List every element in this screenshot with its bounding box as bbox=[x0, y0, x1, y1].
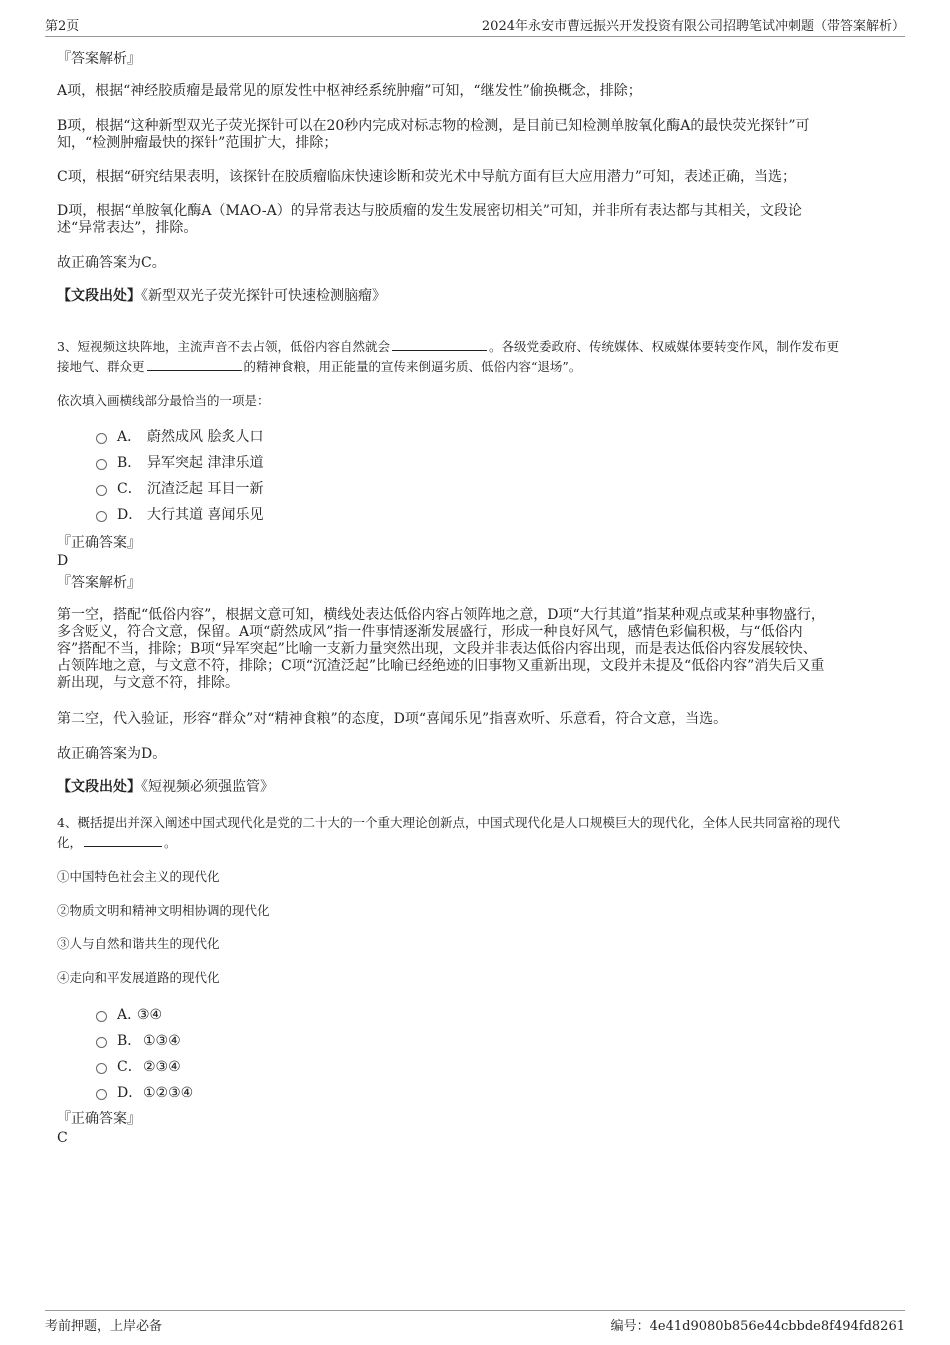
option-text: ③④ bbox=[137, 1007, 163, 1023]
q4-stem-text-1: 化， bbox=[57, 835, 83, 850]
option-letter: A． bbox=[117, 429, 142, 445]
option-letter: B． bbox=[117, 1033, 142, 1049]
radio-icon[interactable] bbox=[96, 1037, 107, 1048]
q4-stem-text-2: 。 bbox=[164, 835, 177, 850]
q4-answer: C bbox=[57, 1130, 68, 1146]
option-text: 大行其道 喜闻乐见 bbox=[147, 507, 264, 523]
q3-analysis-p2: 第二空，代入验证，形容“群众”对“精神食粮”的态度，D项“喜闻乐见”指喜欢听、乐意看，符合文意，当选。 bbox=[57, 711, 728, 727]
q3-stem-line1 bbox=[57, 337, 895, 357]
document-title: 2024年永安市曹远振兴开发投资有限公司招聘笔试冲刺题（带答案解析） bbox=[481, 19, 905, 34]
q3-conclusion: 故正确答案为D。 bbox=[57, 746, 167, 762]
q3-option-a[interactable] bbox=[96, 428, 263, 446]
option-letter: A． bbox=[117, 1007, 142, 1023]
q4-blank bbox=[84, 834, 162, 847]
q3-option-b[interactable] bbox=[96, 454, 263, 472]
q4-option-d[interactable] bbox=[96, 1084, 193, 1102]
q3-stem-text-1: 3、短视频这块阵地，主流声音不去占领，低俗内容自然就会 bbox=[57, 339, 390, 354]
option-letter: B． bbox=[117, 455, 142, 471]
radio-icon[interactable] bbox=[96, 433, 107, 444]
q2-conclusion: 故正确答案为C。 bbox=[57, 255, 166, 271]
q3-analysis-p1-line4: 占领阵地之意，与文意不符，排除；C项“沉渣泛起”比喻已经绝迹的旧事物又重新出现，文段并未提及“低俗内容”消失后又重 bbox=[57, 658, 825, 674]
q3-analysis-p1-line3: 容”搭配不当，排除；B项“异军突起”比喻一支新力量突然出现，文段并非表达低俗内容出现，而是表达低俗内容发展较快、 bbox=[57, 641, 817, 657]
option-text: 沉渣泛起 耳目一新 bbox=[147, 481, 264, 497]
q3-stem-line2 bbox=[57, 357, 895, 377]
option-text: ②③④ bbox=[143, 1059, 181, 1075]
q4-stem-line1: 4、概括提出并深入阐述中国式现代化是党的二十大的一个重大理论创新点，中国式现代化是人口规模巨大的现代化，全体人民共同富裕的现代 bbox=[57, 815, 840, 830]
footer-slogan: 考前押题，上岸必备 bbox=[45, 1319, 163, 1334]
q3-analysis-p1-line5: 新出现，与文意不符，排除。 bbox=[57, 675, 239, 691]
page-header bbox=[45, 14, 905, 37]
q4-item-3: ③人与自然和谐共生的现代化 bbox=[57, 936, 220, 951]
q2-source bbox=[57, 287, 895, 305]
q3-answer: D bbox=[57, 553, 69, 569]
q3-source bbox=[57, 778, 895, 796]
q4-option-c[interactable] bbox=[96, 1058, 181, 1076]
radio-icon[interactable] bbox=[96, 1063, 107, 1074]
q3-option-d[interactable] bbox=[96, 506, 263, 524]
option-text: ①③④ bbox=[143, 1033, 181, 1049]
q3-source-label: 【文段出处】 bbox=[57, 779, 141, 795]
option-text: ①②③④ bbox=[143, 1085, 194, 1101]
option-letter: D． bbox=[117, 507, 143, 523]
q3-analysis-label: 『答案解析』 bbox=[57, 575, 141, 591]
q3-stem-text-4: 的精神食粮，用正能量的宣传来倒逼劣质、低俗内容“退场”。 bbox=[243, 359, 582, 374]
q3-option-c[interactable] bbox=[96, 480, 263, 498]
option-letter: C． bbox=[117, 1059, 142, 1075]
radio-icon[interactable] bbox=[96, 1011, 107, 1022]
q4-item-2: ②物质文明和精神文明相协调的现代化 bbox=[57, 903, 270, 918]
q4-option-a[interactable] bbox=[96, 1006, 162, 1024]
q3-stem-text-2: 。各级党委政府、传统媒体、权威媒体要转变作风，制作发布更 bbox=[488, 339, 839, 354]
q3-source-title: 《短视频必须强监管》 bbox=[141, 779, 274, 795]
q4-item-4: ④走向和平发展道路的现代化 bbox=[57, 970, 220, 985]
q3-analysis-p1-line2: 多含贬义，符合文意，保留。A项“蔚然成风”指一件事情逐渐发展盛行，形成一种良好风气，感情色彩偏积极，与“低俗内 bbox=[57, 624, 803, 640]
q2-analysis-b-line1: B项，根据“这种新型双光子荧光探针可以在20秒内完成对标志物的检测，是目前已知检测单胺氧化酶A的最快荧光探针”可 bbox=[57, 118, 810, 134]
option-text: 蔚然成风 脍炙人口 bbox=[147, 429, 264, 445]
q3-prompt: 依次填入画横线部分最恰当的一项是： bbox=[57, 393, 270, 408]
q2-analysis-label: 『答案解析』 bbox=[57, 51, 141, 67]
q2-analysis-d-line2: 述“异常表达”，排除。 bbox=[57, 220, 198, 236]
radio-icon[interactable] bbox=[96, 459, 107, 470]
q2-analysis-c: C项，根据“研究结果表明，该探针在胶质瘤临床快速诊断和荧光术中导航方面有巨大应用潜力”可知，表述正确，当选； bbox=[57, 169, 797, 185]
radio-icon[interactable] bbox=[96, 1089, 107, 1100]
page-footer bbox=[45, 1310, 905, 1335]
radio-icon[interactable] bbox=[96, 485, 107, 496]
q3-blank-1 bbox=[392, 338, 487, 351]
q4-item-1: ①中国特色社会主义的现代化 bbox=[57, 869, 220, 884]
q2-source-title: 《新型双光子荧光探针可快速检测脑瘤》 bbox=[141, 288, 386, 304]
q4-option-b[interactable] bbox=[96, 1032, 181, 1050]
q2-source-label: 【文段出处】 bbox=[57, 288, 141, 304]
q2-analysis-a: A项，根据“神经胶质瘤是最常见的原发性中枢神经系统肿瘤”可知，“继发性”偷换概念，排除； bbox=[57, 83, 642, 99]
option-letter: D． bbox=[117, 1085, 143, 1101]
page-number: 第2页 bbox=[45, 19, 80, 34]
option-text: 异军突起 津津乐道 bbox=[147, 455, 264, 471]
q3-analysis-p1-line1: 第一空，搭配“低俗内容”，根据文意可知，横线处表达低俗内容占领阵地之意，D项“大行其道”指某种观点或某种事物盛行， bbox=[57, 607, 825, 623]
option-letter: C． bbox=[117, 481, 142, 497]
radio-icon[interactable] bbox=[96, 511, 107, 522]
q3-stem-text-3: 接地气、群众更 bbox=[57, 359, 145, 374]
q3-blank-2 bbox=[147, 358, 242, 371]
q3-answer-label: 『正确答案』 bbox=[57, 535, 141, 551]
q4-answer-label: 『正确答案』 bbox=[57, 1111, 141, 1127]
q4-stem-line2 bbox=[57, 833, 895, 853]
q2-analysis-b-line2: 知，“检测肿瘤最快的探针”范围扩大，排除； bbox=[57, 135, 338, 151]
document-id: 编号：4e41d9080b856e44cbbde8f494fd8261 bbox=[610, 1319, 905, 1334]
q2-analysis-d-line1: D项，根据“单胺氧化酶A（MAO-A）的异常表达与胶质瘤的发生发展密切相关”可知，并非所有表达都与其相关，文段论 bbox=[57, 203, 802, 219]
